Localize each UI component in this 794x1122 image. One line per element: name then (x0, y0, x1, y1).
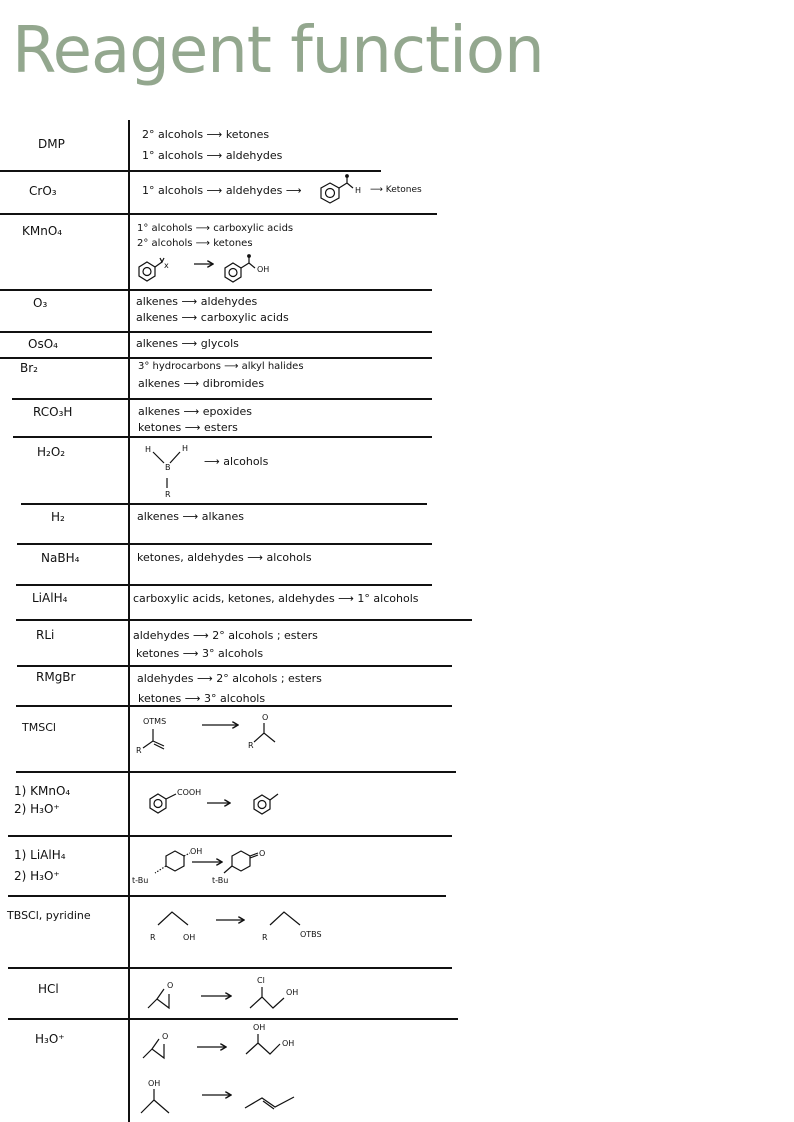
svg-text:t-Bu: t-Bu (132, 876, 149, 885)
svg-text:R: R (136, 746, 142, 755)
cyclohexanone-structure (212, 849, 265, 885)
function-line: alkenes ⟶ dibromides (138, 377, 265, 390)
page-title: Reagent function (12, 14, 544, 88)
svg-text:OH: OH (282, 1039, 295, 1048)
reagent-nabh4: NaBH₄ (41, 551, 80, 565)
reagent-kmno4: KMnO₄ (22, 224, 63, 238)
silyl-ether-structure (262, 912, 322, 942)
svg-text:OH: OH (286, 988, 299, 997)
svg-text:R: R (262, 933, 268, 942)
function-line: aldehydes ⟶ 2° alcohols ; esters (133, 629, 318, 642)
function-line: 3° hydrocarbons ⟶ alkyl halides (138, 361, 304, 372)
reagent-h3o: H₃O⁺ (35, 1032, 65, 1046)
function-line: alkenes ⟶ aldehydes (136, 295, 258, 308)
benzaldehyde-structure (321, 175, 361, 203)
svg-text:OH: OH (183, 933, 196, 942)
reagent-hcl: HCl (38, 982, 59, 996)
svg-text:OTBS: OTBS (300, 930, 322, 939)
function-line: ketones ⟶ 3° alcohols (138, 692, 266, 705)
svg-text:H: H (355, 186, 362, 195)
alkylbenzene-structure (139, 258, 169, 281)
function-line: ketones, aldehydes ⟶ alcohols (137, 551, 312, 564)
svg-text:R: R (165, 490, 171, 499)
reagent-step2: 2) H₃O⁺ (14, 802, 60, 816)
silyl-enol-ether-structure (136, 717, 166, 755)
svg-text:O: O (167, 981, 174, 990)
reagent-dmp: DMP (38, 137, 65, 151)
svg-text:H: H (182, 444, 189, 453)
reagent-br2: Br₂ (20, 361, 38, 375)
toluene-structure (254, 794, 278, 814)
function-line: alkenes ⟶ alkanes (137, 510, 244, 523)
benzoic-acid-structure (150, 788, 201, 813)
svg-text:O: O (262, 713, 269, 722)
svg-text:OH: OH (253, 1023, 266, 1032)
svg-text:OH: OH (148, 1079, 161, 1088)
svg-text:O: O (162, 1032, 169, 1041)
reagent-rmgbr: RMgBr (36, 670, 76, 684)
isopropanol-structure (141, 1079, 169, 1113)
svg-text:x: x (164, 261, 169, 270)
function-line: aldehydes ⟶ 2° alcohols ; esters (137, 672, 322, 685)
function-line: ⟶ Ketones (370, 185, 422, 195)
alkene-structure (245, 1097, 294, 1109)
function-line: 1° alcohols ⟶ aldehydes ⟶ (142, 184, 302, 197)
reagent-rli: RLi (36, 628, 55, 642)
reagent-step2: 2) H₃O⁺ (14, 869, 60, 883)
svg-text:R: R (150, 933, 156, 942)
reagent-oso4: OsO₄ (28, 337, 58, 351)
function-line: 1° alcohols ⟶ aldehydes (142, 149, 283, 162)
function-line: ketones ⟶ 3° alcohols (136, 647, 264, 660)
svg-text:t-Bu: t-Bu (212, 876, 229, 885)
primary-alcohol-structure (150, 912, 195, 942)
svg-text:O: O (259, 849, 266, 858)
reagent-cro3: CrO₃ (29, 184, 57, 198)
function-line: alkenes ⟶ carboxylic acids (136, 311, 289, 324)
function-line: 2° alcohols ⟶ ketones (137, 238, 253, 249)
svg-text:Cl: Cl (257, 976, 265, 985)
epoxide-structure (143, 1032, 168, 1058)
cyclohexanol-structure (132, 847, 202, 885)
function-line: ⟶ alcohols (204, 455, 269, 468)
benzoic-acid-structure (225, 255, 269, 282)
reagent-step1: 1) KMnO₄ (14, 784, 71, 798)
svg-text:OH: OH (257, 265, 270, 274)
svg-text:R: R (248, 741, 254, 750)
reagent-rco3h: RCO₃H (33, 405, 73, 419)
reagent-step1: 1) LiAlH₄ (14, 848, 66, 862)
svg-text:OTMS: OTMS (143, 717, 167, 726)
reagent-tmscl: TMSCl (22, 721, 56, 734)
function-line: alkenes ⟶ epoxides (138, 405, 252, 418)
borane-structure (145, 444, 188, 499)
diol-structure (246, 1023, 294, 1054)
function-line: 1° alcohols ⟶ carboxylic acids (137, 223, 294, 234)
function-line: alkenes ⟶ glycols (136, 337, 239, 350)
reagent-tbscl: TBSCl, pyridine (7, 909, 91, 922)
reagent-h2o2: H₂O₂ (37, 445, 66, 459)
reagent-h2: H₂ (51, 510, 65, 524)
function-line: ketones ⟶ esters (138, 421, 238, 434)
chlorohydrin-structure (250, 976, 298, 1008)
ketone-structure (248, 713, 275, 750)
epoxide-structure (148, 981, 173, 1008)
function-line: carboxylic acids, ketones, aldehydes ⟶ 1° alcohols (133, 592, 419, 605)
reagent-o3: O₃ (33, 296, 48, 310)
svg-text:COOH: COOH (177, 788, 202, 797)
function-line: 2° alcohols ⟶ ketones (142, 128, 270, 141)
svg-text:OH: OH (190, 847, 203, 856)
reagent-lialh4: LiAlH₄ (32, 591, 68, 605)
svg-text:H: H (145, 445, 152, 454)
svg-text:B: B (165, 463, 171, 472)
